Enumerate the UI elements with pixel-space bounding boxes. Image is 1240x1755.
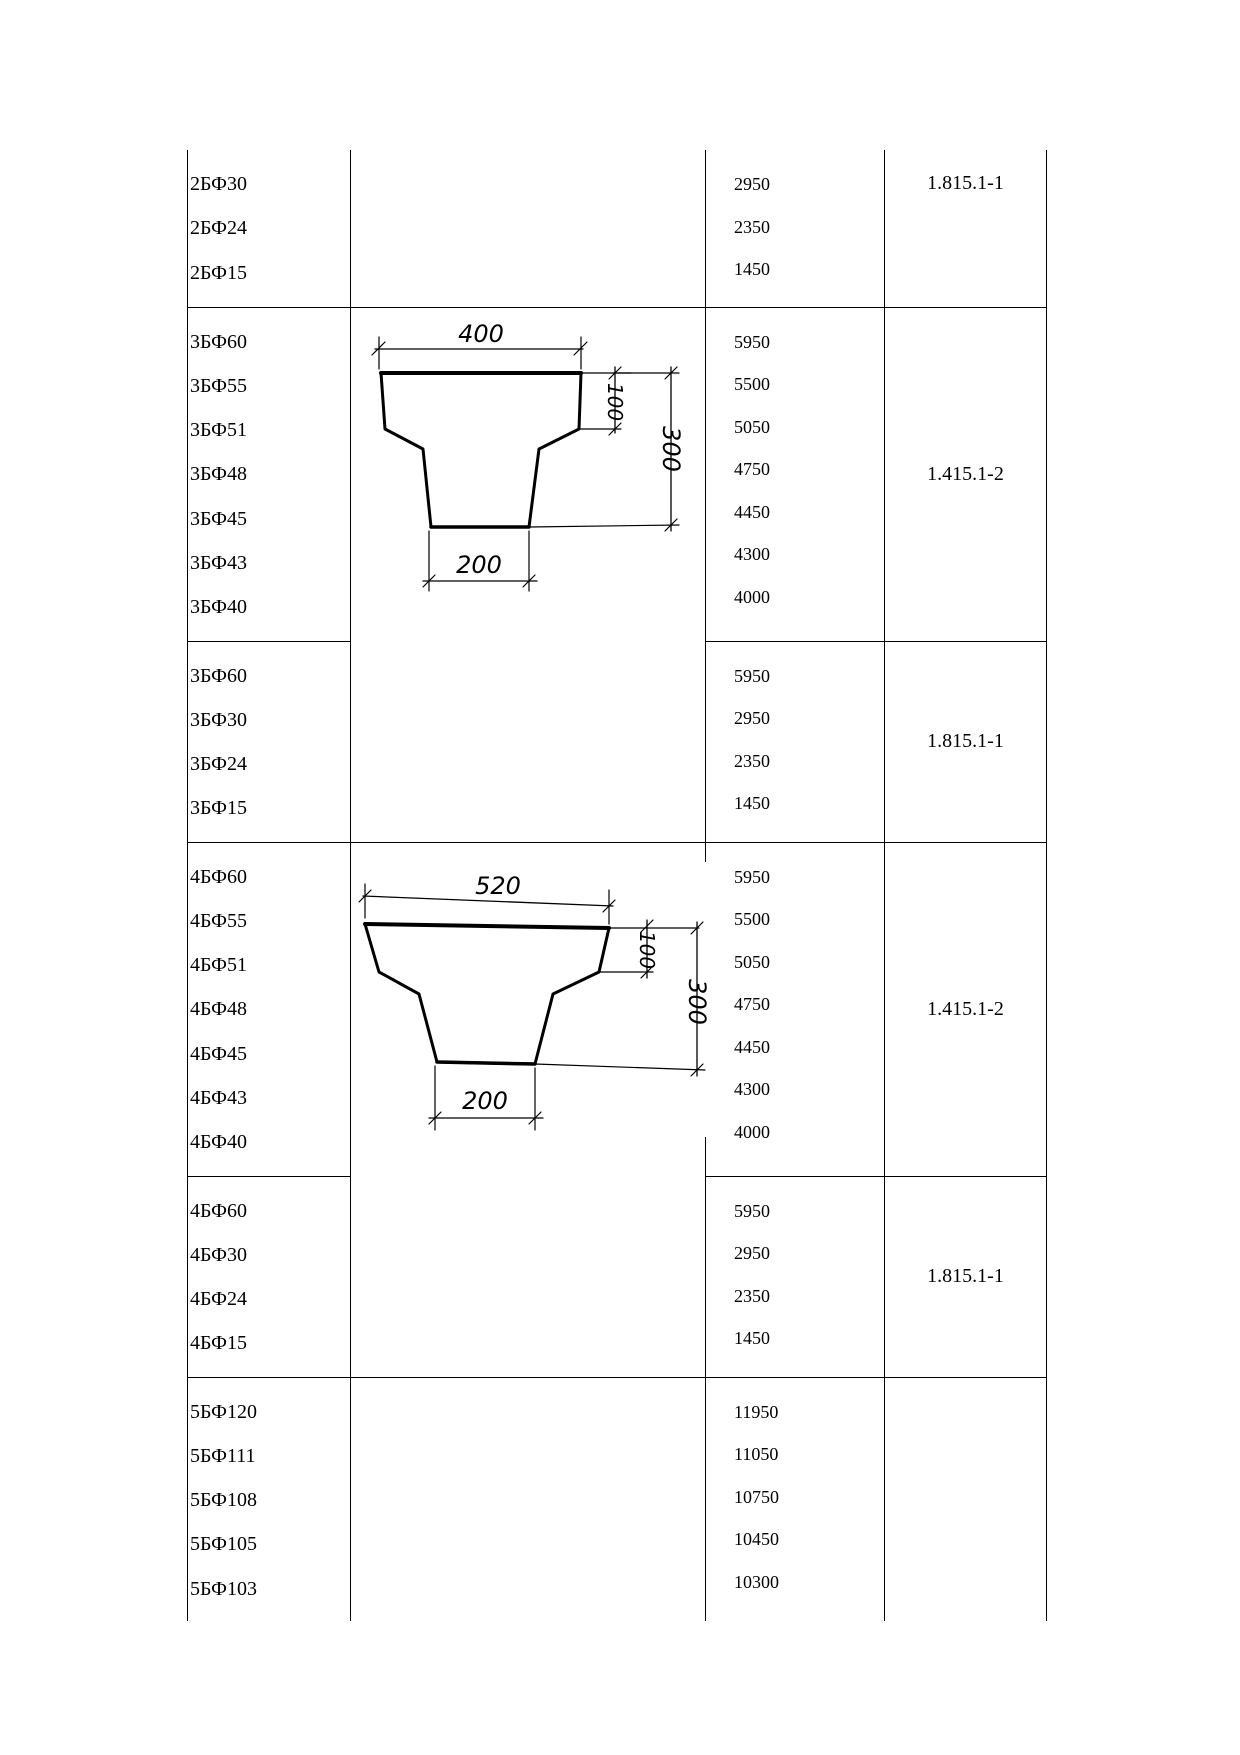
beam-name: 3БФ24: [190, 753, 247, 776]
beam-name: 3БФ30: [190, 708, 247, 731]
bottom-width-label: 200: [462, 1087, 508, 1115]
sketch-cell: [351, 641, 706, 842]
beam-length: 4300: [734, 544, 770, 565]
beam-name: 4БФ48: [190, 998, 247, 1021]
total-height-label: 300: [683, 979, 711, 1025]
beam-length: 10300: [734, 1571, 779, 1592]
beam-length: 5050: [734, 951, 770, 972]
beam-section-svg: [353, 862, 711, 1137]
top-width-label: 400: [458, 320, 504, 348]
beam-name: 3БФ40: [190, 596, 247, 619]
beam-length: 5950: [734, 665, 770, 686]
lengths-cell: [706, 1176, 885, 1377]
sketch-cell: [351, 1377, 706, 1621]
beam-name: 4БФ45: [190, 1042, 247, 1065]
beam-name: 2БФ15: [190, 261, 247, 284]
beam-length: 2950: [734, 708, 770, 729]
table-row: [188, 1176, 1047, 1377]
lengths-cell: [706, 641, 885, 842]
beam-name: 4БФ60: [190, 865, 247, 888]
beam-name: 3БФ60: [190, 664, 247, 687]
series-cell: 1.415.1-2: [885, 842, 1047, 1176]
table-row: [188, 641, 1047, 842]
lengths-cell: [706, 1377, 885, 1621]
series-cell: 1.415.1-2: [885, 307, 1047, 641]
beam-name: 3БФ43: [190, 551, 247, 574]
beam-name: 2БФ24: [190, 217, 247, 240]
lengths-cell: [706, 842, 885, 1176]
beam-length: 4450: [734, 1036, 770, 1057]
beam-length: 5500: [734, 374, 770, 395]
beam-length: 10450: [734, 1529, 779, 1550]
beam-section-drawing: [353, 309, 693, 603]
beam-length: 4300: [734, 1079, 770, 1100]
beam-length: 11950: [734, 1401, 779, 1422]
beam-name: 5БФ111: [190, 1444, 256, 1467]
top-width-label: 520: [475, 872, 521, 900]
sketch-cell: [351, 150, 706, 307]
beam-name: 5БФ105: [190, 1533, 257, 1556]
beam-name: 4БФ40: [190, 1131, 247, 1154]
total-height-label: 300: [657, 426, 685, 472]
beam-name: 3БФ15: [190, 797, 247, 820]
series-cell: 1.815.1-1: [885, 641, 1047, 842]
beam-section-svg: [353, 309, 693, 603]
beam-name: 4БФ51: [190, 954, 247, 977]
beam-name: 4БФ43: [190, 1086, 247, 1109]
flange-height-label: 100: [635, 930, 659, 970]
series-cell: [885, 1377, 1047, 1621]
beam-length: 5950: [734, 1200, 770, 1221]
beam-section-drawing: [353, 862, 711, 1137]
beam-length: 1450: [734, 259, 770, 280]
beam-length: 1450: [734, 793, 770, 814]
bottom-width-label: 200: [456, 551, 502, 579]
beam-length: 4000: [734, 587, 770, 608]
beam-length: 11050: [734, 1444, 779, 1465]
table-row: [188, 1377, 1047, 1621]
beam-length: 2950: [734, 1243, 770, 1264]
beam-length: 10750: [734, 1486, 779, 1507]
beam-length: 2950: [734, 174, 770, 194]
beam-name: 3БФ60: [190, 330, 247, 353]
names-cell: [188, 1176, 351, 1377]
names-cell: [188, 1377, 351, 1621]
names-cell: [188, 150, 351, 307]
beam-name: 4БФ30: [190, 1243, 247, 1266]
beam-length: 4750: [734, 459, 770, 480]
beam-name: 4БФ15: [190, 1332, 247, 1355]
names-cell: [188, 842, 351, 1176]
beam-length: 5950: [734, 866, 770, 887]
beam-name: 5БФ120: [190, 1400, 257, 1423]
beam-name: 4БФ24: [190, 1288, 247, 1311]
beam-length: 2350: [734, 1285, 770, 1306]
beam-length: 5500: [734, 909, 770, 930]
series-cell: 1.815.1-1: [885, 1176, 1047, 1377]
series-cell: 1.815.1-1: [885, 150, 1047, 307]
beam-length: 2350: [734, 216, 770, 237]
beam-name: 2БФ30: [190, 173, 247, 195]
beam-length: 4450: [734, 501, 770, 522]
lengths-cell: [706, 150, 885, 307]
beam-name: 5БФ108: [190, 1489, 257, 1512]
names-cell: [188, 307, 351, 641]
names-cell: [188, 641, 351, 842]
beam-name: 3БФ48: [190, 463, 247, 486]
beam-name: 4БФ60: [190, 1199, 247, 1222]
beam-name: 5БФ103: [190, 1577, 257, 1600]
beam-length: 5050: [734, 416, 770, 437]
beam-length: 2350: [734, 750, 770, 771]
beam-name: 3БФ51: [190, 419, 247, 442]
flange-height-label: 100: [603, 382, 627, 422]
beam-name: 3БФ55: [190, 374, 247, 397]
beam-length: 5950: [734, 331, 770, 352]
table-row: [188, 150, 1047, 307]
beam-length: 4750: [734, 994, 770, 1015]
sketch-cell: [351, 1176, 706, 1377]
beam-name: 4БФ55: [190, 909, 247, 932]
beam-length: 1450: [734, 1328, 770, 1349]
beam-name: 3БФ45: [190, 507, 247, 530]
beam-length: 4000: [734, 1122, 770, 1143]
lengths-cell: [706, 307, 885, 641]
